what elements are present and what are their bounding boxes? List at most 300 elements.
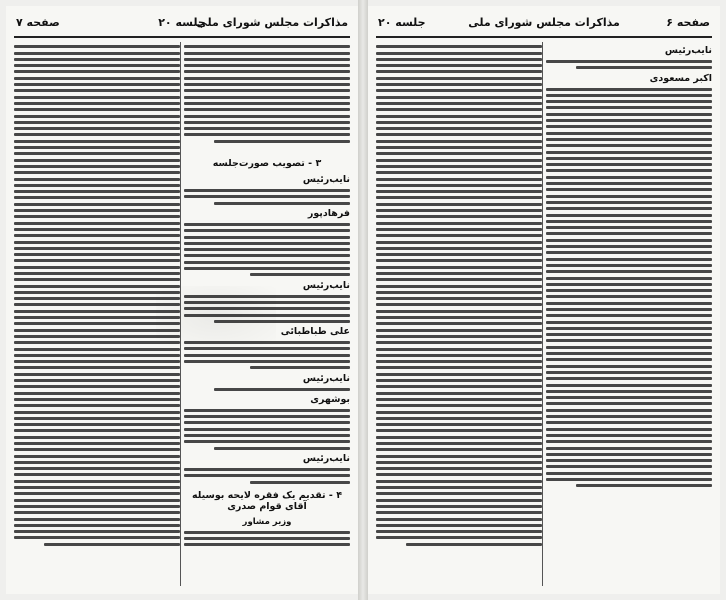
text-line bbox=[14, 348, 180, 351]
text-line bbox=[376, 417, 542, 420]
text-line bbox=[14, 52, 180, 55]
text-line bbox=[184, 229, 350, 232]
text-line bbox=[14, 436, 180, 439]
text-line bbox=[376, 322, 542, 325]
text-line bbox=[546, 232, 712, 235]
page-right bbox=[368, 6, 720, 594]
header-page-number: صفحه ۶ bbox=[666, 16, 710, 29]
text-line bbox=[184, 64, 350, 67]
text-line bbox=[376, 259, 542, 262]
text-line bbox=[546, 333, 712, 336]
text-line bbox=[376, 455, 542, 458]
text-line bbox=[184, 195, 350, 198]
text-line bbox=[14, 461, 180, 464]
text-line bbox=[14, 379, 180, 382]
text-line bbox=[14, 266, 180, 269]
text-line bbox=[546, 371, 712, 374]
text-line bbox=[184, 440, 350, 443]
text-line bbox=[546, 151, 712, 154]
text-line bbox=[184, 301, 350, 304]
text-line bbox=[14, 222, 180, 225]
text-line bbox=[376, 215, 542, 218]
text-line bbox=[14, 159, 180, 162]
text-line bbox=[14, 360, 180, 363]
text-line bbox=[14, 64, 180, 67]
text-line bbox=[546, 447, 712, 450]
text-line bbox=[376, 354, 542, 357]
text-line bbox=[14, 241, 180, 244]
text-line bbox=[14, 423, 180, 426]
text-line bbox=[14, 247, 180, 250]
text-line bbox=[14, 404, 180, 407]
text-line bbox=[14, 127, 180, 130]
text-line bbox=[546, 396, 712, 399]
text-line bbox=[546, 327, 712, 330]
text-line bbox=[546, 106, 712, 109]
text-line bbox=[376, 303, 542, 306]
text-line bbox=[546, 214, 712, 217]
text-line bbox=[546, 138, 712, 141]
text-line bbox=[14, 524, 180, 527]
text-line bbox=[14, 196, 180, 199]
text-line bbox=[376, 348, 542, 351]
text-line bbox=[14, 329, 180, 332]
text-line bbox=[184, 307, 350, 310]
text-line bbox=[184, 409, 350, 412]
header-title: مذاکرات مجلس شورای ملی bbox=[196, 16, 348, 29]
text-line bbox=[376, 146, 542, 149]
section-subheading: وزیر مشاور bbox=[242, 516, 292, 527]
text-line bbox=[376, 379, 542, 382]
header-rule bbox=[376, 36, 712, 38]
text-line bbox=[14, 385, 180, 388]
text-line bbox=[546, 245, 712, 248]
text-line bbox=[14, 341, 180, 344]
text-line bbox=[546, 226, 712, 229]
text-line bbox=[546, 295, 712, 298]
text-line bbox=[546, 258, 712, 261]
text-line bbox=[14, 228, 180, 231]
text-line bbox=[376, 536, 542, 539]
text-line bbox=[546, 346, 712, 349]
text-line bbox=[14, 417, 180, 420]
binding-gutter bbox=[358, 0, 368, 600]
text-line bbox=[14, 58, 180, 61]
text-line bbox=[184, 468, 350, 471]
text-line bbox=[184, 102, 350, 105]
text-line bbox=[376, 190, 542, 193]
text-line bbox=[14, 536, 180, 539]
text-line bbox=[14, 115, 180, 118]
text-line bbox=[184, 314, 350, 317]
text-line bbox=[546, 409, 712, 412]
text-line bbox=[546, 308, 712, 311]
text-line bbox=[546, 100, 712, 103]
text-line bbox=[14, 96, 180, 99]
text-line bbox=[214, 202, 350, 205]
text-line bbox=[376, 77, 542, 80]
text-line bbox=[184, 77, 350, 80]
text-line bbox=[576, 66, 712, 69]
text-line bbox=[214, 140, 350, 143]
text-line bbox=[184, 267, 350, 270]
text-line bbox=[546, 94, 712, 97]
text-line bbox=[546, 195, 712, 198]
text-line bbox=[376, 448, 542, 451]
text-line bbox=[14, 171, 180, 174]
text-line bbox=[14, 354, 180, 357]
page-header bbox=[376, 14, 712, 36]
text-line bbox=[376, 278, 542, 281]
text-line bbox=[546, 358, 712, 361]
text-line bbox=[376, 184, 542, 187]
text-line bbox=[14, 278, 180, 281]
page-header bbox=[14, 14, 350, 36]
text-line bbox=[546, 289, 712, 292]
text-line bbox=[546, 88, 712, 91]
text-line bbox=[376, 505, 542, 508]
text-line bbox=[376, 64, 542, 67]
text-line bbox=[376, 45, 542, 48]
text-line bbox=[14, 184, 180, 187]
text-line bbox=[546, 465, 712, 468]
text-line bbox=[184, 474, 350, 477]
text-line bbox=[250, 481, 350, 484]
speaker-label: نایب‌رئیس bbox=[302, 279, 350, 291]
text-line bbox=[14, 429, 180, 432]
text-line bbox=[376, 473, 542, 476]
text-line bbox=[546, 182, 712, 185]
header-rule bbox=[14, 36, 350, 38]
text-line bbox=[546, 283, 712, 286]
text-line bbox=[184, 261, 350, 264]
text-line bbox=[546, 339, 712, 342]
text-line bbox=[14, 322, 180, 325]
text-line bbox=[184, 108, 350, 111]
text-line bbox=[184, 248, 350, 251]
text-line bbox=[184, 360, 350, 363]
text-line bbox=[376, 96, 542, 99]
text-line bbox=[376, 152, 542, 155]
text-line bbox=[376, 121, 542, 124]
text-line bbox=[376, 398, 542, 401]
text-line bbox=[546, 264, 712, 267]
section-heading: ۴ - تقدیم یک فقره لایحه بوسیله آقای قوام صدری bbox=[191, 489, 342, 512]
text-line bbox=[546, 251, 712, 254]
speaker-label: نایب‌رئیس bbox=[302, 452, 350, 464]
text-line bbox=[184, 121, 350, 124]
text-line bbox=[376, 385, 542, 388]
text-line bbox=[376, 178, 542, 181]
text-column-left bbox=[14, 42, 180, 588]
text-line bbox=[546, 472, 712, 475]
text-line bbox=[14, 165, 180, 168]
text-line bbox=[376, 291, 542, 294]
text-line bbox=[376, 285, 542, 288]
text-line bbox=[376, 492, 542, 495]
text-line bbox=[184, 52, 350, 55]
text-line bbox=[546, 421, 712, 424]
text-line bbox=[376, 165, 542, 168]
text-line bbox=[14, 234, 180, 237]
text-line bbox=[376, 467, 542, 470]
text-line bbox=[546, 113, 712, 116]
text-line bbox=[376, 228, 542, 231]
text-line bbox=[14, 499, 180, 502]
text-line bbox=[14, 259, 180, 262]
text-line bbox=[184, 89, 350, 92]
text-line bbox=[250, 273, 350, 276]
text-line bbox=[184, 354, 350, 357]
text-line bbox=[376, 360, 542, 363]
text-line bbox=[376, 234, 542, 237]
text-line bbox=[376, 58, 542, 61]
speaker-label: اکبر مسعودی bbox=[649, 72, 712, 84]
speaker-label: نایب‌رئیس bbox=[664, 45, 712, 56]
text-line bbox=[376, 253, 542, 256]
text-line bbox=[376, 272, 542, 275]
text-line bbox=[546, 314, 712, 317]
text-line bbox=[376, 499, 542, 502]
text-line bbox=[376, 392, 542, 395]
text-line bbox=[14, 203, 180, 206]
text-line bbox=[376, 436, 542, 439]
text-line bbox=[14, 492, 180, 495]
text-line bbox=[546, 220, 712, 223]
text-line bbox=[14, 442, 180, 445]
text-line bbox=[14, 511, 180, 514]
text-column-right bbox=[546, 42, 712, 588]
text-line bbox=[184, 531, 350, 534]
text-line bbox=[376, 89, 542, 92]
text-line bbox=[376, 316, 542, 319]
text-line bbox=[184, 70, 350, 73]
text-line bbox=[14, 335, 180, 338]
text-line bbox=[546, 321, 712, 324]
text-line bbox=[14, 366, 180, 369]
text-line bbox=[546, 176, 712, 179]
speaker-label: نایب‌رئیس bbox=[302, 174, 350, 186]
text-line bbox=[376, 530, 542, 533]
text-line bbox=[376, 209, 542, 212]
text-line bbox=[376, 133, 542, 136]
text-column-right bbox=[184, 42, 350, 588]
text-line bbox=[14, 448, 180, 451]
text-line bbox=[214, 388, 350, 391]
section-heading: ۳ - تصویب صورت‌جلسه bbox=[212, 158, 322, 170]
text-line bbox=[184, 434, 350, 437]
text-line bbox=[14, 392, 180, 395]
text-line bbox=[14, 133, 180, 136]
text-line bbox=[14, 83, 180, 86]
text-line bbox=[546, 402, 712, 405]
text-line bbox=[376, 480, 542, 483]
text-line bbox=[14, 272, 180, 275]
text-line bbox=[546, 169, 712, 172]
text-line bbox=[376, 171, 542, 174]
text-line bbox=[546, 163, 712, 166]
text-line bbox=[184, 254, 350, 257]
text-line bbox=[184, 421, 350, 424]
text-line bbox=[14, 45, 180, 48]
text-line bbox=[184, 347, 350, 350]
text-line bbox=[184, 428, 350, 431]
text-line bbox=[14, 140, 180, 143]
text-line bbox=[576, 484, 712, 487]
text-line bbox=[376, 341, 542, 344]
text-line bbox=[184, 236, 350, 239]
text-line bbox=[14, 215, 180, 218]
text-line bbox=[376, 411, 542, 414]
page-left bbox=[6, 6, 358, 594]
text-line bbox=[376, 115, 542, 118]
text-line bbox=[546, 144, 712, 147]
text-line bbox=[546, 365, 712, 368]
text-line bbox=[250, 366, 350, 369]
text-line bbox=[376, 247, 542, 250]
text-line bbox=[14, 121, 180, 124]
text-line bbox=[14, 310, 180, 313]
text-line bbox=[546, 478, 712, 481]
text-line bbox=[184, 133, 350, 136]
text-line bbox=[546, 459, 712, 462]
text-line bbox=[546, 428, 712, 431]
text-line bbox=[14, 480, 180, 483]
text-column-left bbox=[376, 42, 542, 588]
text-line bbox=[546, 119, 712, 122]
text-line bbox=[214, 320, 350, 323]
text-line bbox=[14, 467, 180, 470]
speaker-label: نایب‌رئیس bbox=[302, 372, 350, 384]
text-line bbox=[376, 423, 542, 426]
speaker-label: علی طباطبائی bbox=[280, 326, 350, 338]
text-line bbox=[184, 127, 350, 130]
text-line bbox=[14, 102, 180, 105]
text-line bbox=[14, 108, 180, 111]
text-line bbox=[14, 285, 180, 288]
text-line bbox=[376, 108, 542, 111]
text-line bbox=[14, 297, 180, 300]
text-line bbox=[184, 223, 350, 226]
text-line bbox=[14, 518, 180, 521]
text-line bbox=[376, 404, 542, 407]
text-line bbox=[14, 152, 180, 155]
text-line bbox=[14, 398, 180, 401]
text-line bbox=[376, 127, 542, 130]
text-line bbox=[14, 486, 180, 489]
text-line bbox=[376, 297, 542, 300]
text-line bbox=[184, 543, 350, 546]
text-line bbox=[14, 505, 180, 508]
text-line bbox=[546, 390, 712, 393]
text-line bbox=[184, 96, 350, 99]
text-line bbox=[546, 453, 712, 456]
text-line bbox=[184, 537, 350, 540]
text-line bbox=[14, 455, 180, 458]
speaker-label: فرهادپور bbox=[307, 207, 350, 219]
text-line bbox=[376, 461, 542, 464]
header-session: جلسه ۲۰ bbox=[378, 16, 426, 29]
text-line bbox=[184, 242, 350, 245]
text-line bbox=[14, 253, 180, 256]
text-line bbox=[184, 115, 350, 118]
text-line bbox=[376, 524, 542, 527]
text-line bbox=[546, 384, 712, 387]
text-line bbox=[14, 178, 180, 181]
text-line bbox=[406, 543, 542, 546]
text-line bbox=[14, 146, 180, 149]
text-line bbox=[184, 189, 350, 192]
text-line bbox=[376, 518, 542, 521]
text-line bbox=[376, 429, 542, 432]
text-line bbox=[546, 125, 712, 128]
text-line bbox=[376, 222, 542, 225]
text-line bbox=[546, 277, 712, 280]
text-line bbox=[376, 52, 542, 55]
header-page-number: صفحه ۷ bbox=[16, 16, 60, 29]
header-session: جلسه ۲۰ bbox=[158, 16, 206, 29]
text-line bbox=[546, 434, 712, 437]
text-line bbox=[184, 45, 350, 48]
text-line bbox=[214, 447, 350, 450]
text-line bbox=[184, 415, 350, 418]
text-line bbox=[376, 203, 542, 206]
header-title: مذاکرات مجلس شورای ملی bbox=[468, 16, 620, 29]
text-line bbox=[546, 415, 712, 418]
text-line bbox=[184, 58, 350, 61]
text-line bbox=[546, 440, 712, 443]
text-line bbox=[376, 70, 542, 73]
text-line bbox=[376, 310, 542, 313]
text-line bbox=[546, 157, 712, 160]
text-line bbox=[376, 266, 542, 269]
text-line bbox=[546, 60, 712, 63]
text-line bbox=[14, 303, 180, 306]
text-line bbox=[376, 102, 542, 105]
speaker-label: بوشهری bbox=[310, 393, 350, 405]
text-line bbox=[376, 83, 542, 86]
text-line bbox=[376, 140, 542, 143]
text-line bbox=[184, 295, 350, 298]
text-line bbox=[14, 373, 180, 376]
text-line bbox=[376, 159, 542, 162]
text-line bbox=[376, 335, 542, 338]
text-line bbox=[14, 209, 180, 212]
text-line bbox=[376, 366, 542, 369]
column-divider bbox=[542, 42, 543, 586]
column-divider bbox=[180, 42, 181, 586]
text-line bbox=[14, 89, 180, 92]
text-line bbox=[14, 473, 180, 476]
text-line bbox=[376, 329, 542, 332]
text-line bbox=[184, 83, 350, 86]
text-line bbox=[546, 201, 712, 204]
text-line bbox=[546, 377, 712, 380]
text-line bbox=[546, 188, 712, 191]
text-line bbox=[546, 239, 712, 242]
text-line bbox=[376, 486, 542, 489]
text-line bbox=[376, 196, 542, 199]
text-line bbox=[376, 241, 542, 244]
text-line bbox=[376, 511, 542, 514]
text-line bbox=[376, 442, 542, 445]
text-line bbox=[14, 190, 180, 193]
text-line bbox=[546, 352, 712, 355]
text-line bbox=[376, 373, 542, 376]
text-line bbox=[546, 302, 712, 305]
text-line bbox=[546, 270, 712, 273]
text-line bbox=[546, 132, 712, 135]
